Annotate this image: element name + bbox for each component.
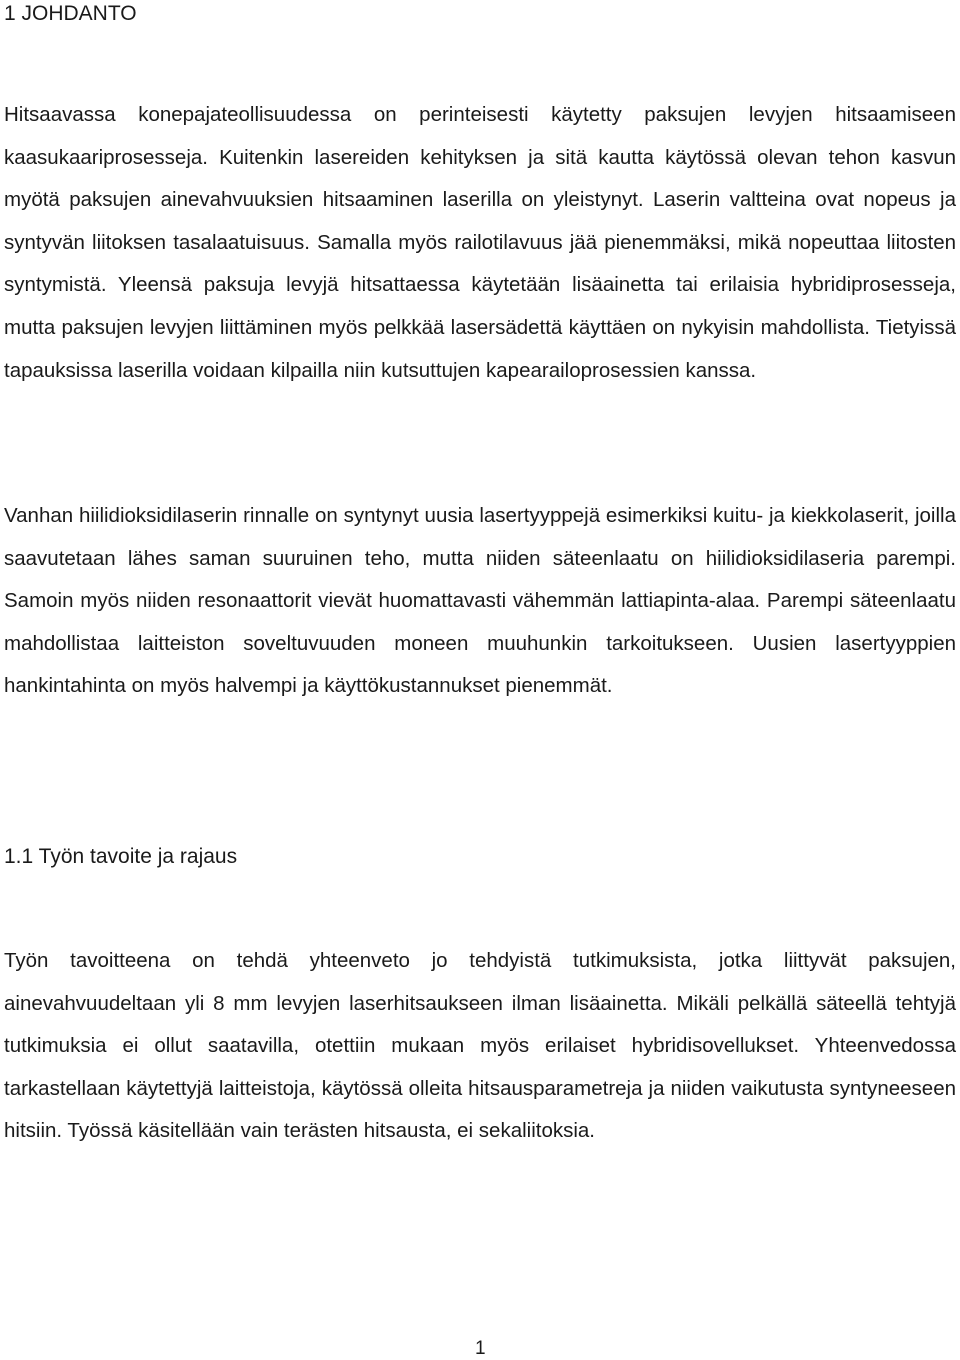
page-number: 1 xyxy=(475,1338,486,1359)
subsection-heading-tavoite: 1.1 Työn tavoite ja rajaus xyxy=(4,845,238,868)
section-heading-johdanto: 1 JOHDANTO xyxy=(4,2,137,25)
paragraph-intro-1: Hitsaavassa konepajateollisuudessa on perinteisesti käytetty paksujen levyjen hitsaamiseen kaasukaariprosesseja. Kuitenkin lasereiden kehityksen ja sitä kautta käytössä olevan tehon kasvun myötä paksujen ainevahvuuksien hitsaaminen laserilla on yleistynyt. Laserin valtteina ovat nopeus ja syntyvän liitoksen tasalaatuisuus. Samalla myös railotilavuus jää pienemmäksi, mikä nopeuttaa liitosten syntymistä. Yleensä paksuja levyjä hitsattaessa käytetään lisäainetta tai erilaisia hybridiprosesseja, mutta paksujen levyjen liittäminen myös pelkkää lasersädettä käyttäen on nykyisin mahdollista. Tietyissä tapauksissa laserilla voidaan kilpailla niin kutsuttujen kapearailoprosessien kanssa. xyxy=(4,103,956,382)
paragraph-goal: Työn tavoitteena on tehdä yhteenveto jo tehdyistä tutkimuksista, jotka liittyvät paksujen, ainevahvuudeltaan yli 8 mm levyjen laserhitsaukseen ilman lisäainetta. Mikäli pelkällä säteellä tehtyjä tutkimuksia ei ollut saatavilla, otettiin mukaan myös erilaiset hybridisovellukset. Yhteenvedossa tarkastellaan käytettyjä laitteistoja, käytössä olleita hitsausparametreja ja niiden vaikutusta syntyneeseen hitsiin. Työssä käsitellään vain terästen hitsausta, ei sekaliitoksia. xyxy=(4,949,956,1143)
paragraph-intro-2: Vanhan hiilidioksidilaserin rinnalle on syntynyt uusia lasertyyppejä esimerkiksi kuitu- ja kiekkolaserit, joilla saavutetaan lähes saman suuruinen teho, mutta niiden säteenlaatu on hiilidioksidilaseria parempi. Samoin myös niiden resonaattorit vievät huomattavasti vähemmän lattiapinta-alaa. Parempi säteenlaatu mahdollistaa laitteiston soveltuvuuden moneen muuhunkin tarkoitukseen. Uusien lasertyyppien hankintahinta on myös halvempi ja käyttökustannukset pienemmät. xyxy=(4,504,956,698)
